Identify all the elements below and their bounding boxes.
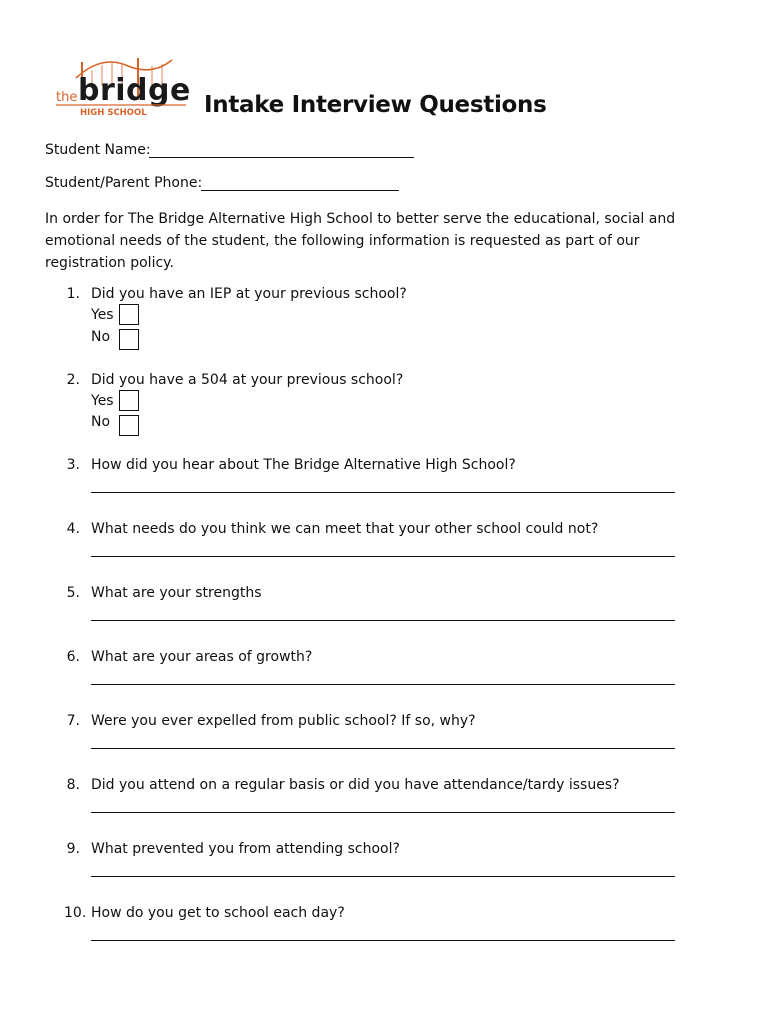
option-no-label: No	[91, 414, 111, 430]
answer-line-6[interactable]	[91, 684, 675, 685]
question-text: Did you have an IEP at your previous school?	[91, 286, 407, 302]
logo-word-small: the	[56, 90, 78, 105]
question-number: 9.	[66, 841, 80, 857]
iep-no-checkbox[interactable]	[119, 329, 139, 350]
logo-word-big: bridge	[78, 73, 191, 108]
school-logo	[52, 56, 192, 118]
question-number: 8.	[66, 777, 80, 793]
question-text: What needs do you think we can meet that your other school could not?	[91, 521, 599, 537]
answer-line-3[interactable]	[91, 492, 675, 493]
phone-label: Student/Parent Phone:	[45, 175, 203, 191]
answer-line-10[interactable]	[91, 940, 675, 941]
student-name-field[interactable]	[149, 157, 414, 158]
question-number: 2.	[66, 372, 80, 388]
question-number: 4.	[66, 521, 80, 537]
answer-line-9[interactable]	[91, 876, 675, 877]
question-number: 5.	[66, 585, 80, 601]
question-text: Did you attend on a regular basis or did you have attendance/tardy issues?	[91, 777, 620, 793]
option-yes-label: Yes	[91, 307, 114, 323]
question-text: What are your areas of growth?	[91, 649, 313, 665]
question-text: What are your strengths	[91, 585, 262, 601]
answer-line-7[interactable]	[91, 748, 675, 749]
answer-line-5[interactable]	[91, 620, 675, 621]
answer-line-8[interactable]	[91, 812, 675, 813]
option-no-label: No	[91, 329, 111, 345]
question-number: 1.	[66, 286, 80, 302]
option-yes-label: Yes	[91, 393, 114, 409]
question-number: 7.	[66, 713, 80, 729]
question-text: How did you hear about The Bridge Alternative High School?	[91, 457, 516, 473]
question-text: Were you ever expelled from public school? If so, why?	[91, 713, 476, 729]
question-text: Did you have a 504 at your previous school?	[91, 372, 404, 388]
intro-paragraph: In order for The Bridge Alternative High School to better serve the educational, social and emotional needs of the student, the following information is requested as part of our registration policy.	[45, 211, 676, 271]
question-text: What prevented you from attending school?	[91, 841, 400, 857]
phone-field[interactable]	[201, 190, 399, 191]
logo-subtitle: HIGH SCHOOL	[80, 108, 147, 118]
answer-line-4[interactable]	[91, 556, 675, 557]
question-number: 3.	[66, 457, 80, 473]
iep-yes-checkbox[interactable]	[119, 304, 139, 325]
504-no-checkbox[interactable]	[119, 415, 139, 436]
question-text: How do you get to school each day?	[91, 905, 345, 921]
504-yes-checkbox[interactable]	[119, 390, 139, 411]
page-title: Intake Interview Questions	[204, 92, 547, 118]
question-number: 6.	[66, 649, 80, 665]
question-number: 10.	[64, 905, 87, 921]
student-name-label: Student Name:	[45, 142, 151, 158]
